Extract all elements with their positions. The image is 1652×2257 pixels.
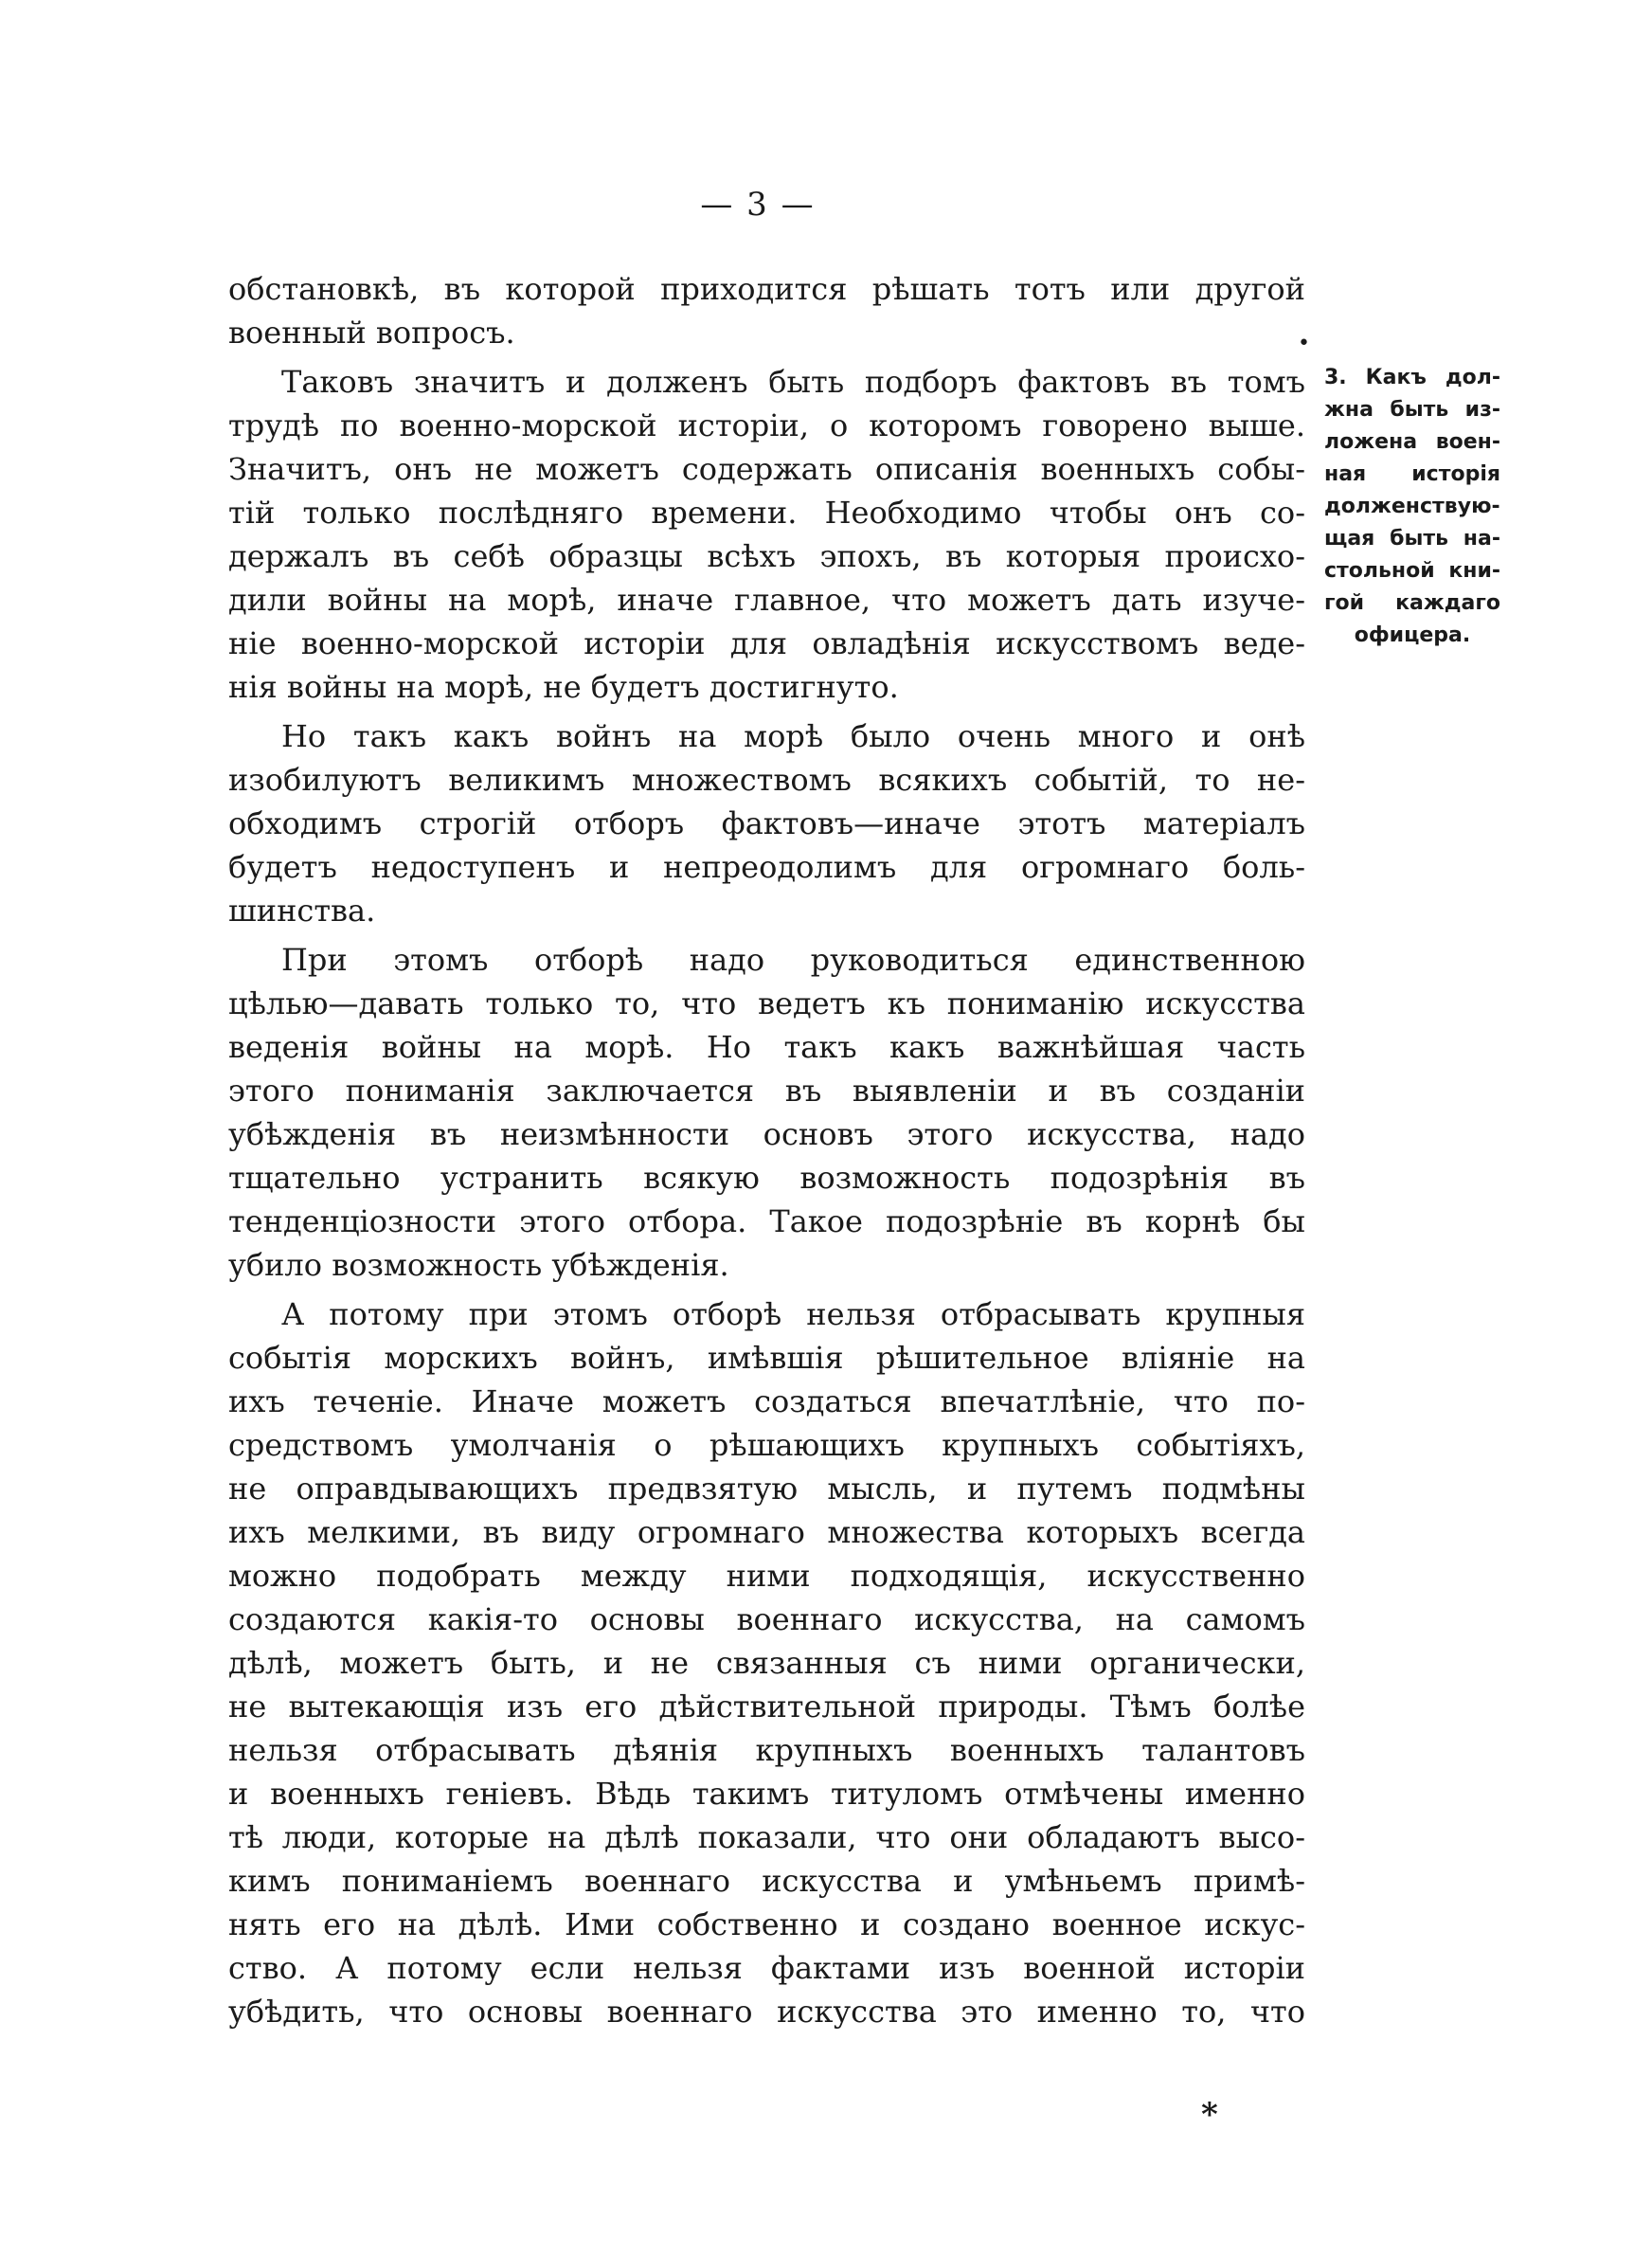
margin-note-line: офицера. [1354,623,1471,647]
text-line: При этомъ отборѣ надо руководиться единственною [281,942,1305,978]
paragraph [228,1292,1305,2033]
text-line: трудѣ по военно-морской исторіи, о которомъ говорено выше. [228,407,1305,443]
text-line: тѣ люди, которые на дѣлѣ показали, что они обладаютъ высо- [228,1819,1305,1855]
text-line: нельзя отбрасывать дѣянія крупныхъ военныхъ талантовъ [228,1732,1305,1768]
text-line: дѣлѣ, можетъ быть, и не связанныя съ ними органически, [228,1645,1305,1681]
text-line: нія войны на морѣ, не будетъ достигнуто. [228,669,899,705]
margin-note-line: ная исторія [1324,462,1500,486]
margin-note-line: гой каждаго [1324,591,1500,615]
body-text [228,267,1305,2039]
text-line: обстановкѣ, въ которой приходится рѣшать тотъ или другой [228,271,1305,307]
text-line: убѣдить, что основы военнаго искусства это именно то, что [228,1994,1305,2030]
paragraph [228,360,1305,709]
text-line: военный вопросъ. [228,315,515,351]
text-line: изобилуютъ великимъ множествомъ всякихъ событій, то не- [228,762,1305,798]
margin-note [1324,362,1500,652]
text-line: не оправдывающихъ предвзятую мысль, и путемъ подмѣны [228,1471,1305,1507]
text-line: этого пониманія заключается въ выявленіи и въ созданіи [228,1073,1305,1109]
text-line: веденія войны на морѣ. Но такъ какъ важнѣйшая часть [228,1029,1305,1065]
text-line: кимъ пониманіемъ военнаго искусства и умѣньемъ примѣ- [228,1863,1305,1899]
paragraph [228,714,1305,932]
text-line: средствомъ умолчанія о рѣшающихъ крупныхъ событіяхъ, [228,1427,1305,1463]
text-line: нять его на дѣлѣ. Ими собственно и создано военное искус- [228,1906,1305,1942]
text-line: А потому при этомъ отборѣ нельзя отбрасывать крупныя [281,1296,1305,1332]
page-number: — 3 — [700,186,816,224]
text-line: ство. А потому если нельзя фактами изъ военной исторіи [228,1950,1305,1986]
text-line: ихъ мелкими, въ виду огромнаго множества которыхъ всегда [228,1514,1305,1550]
margin-note-line: жна быть из- [1324,398,1500,422]
text-line: ихъ теченіе. Иначе можетъ создаться впечатлѣніе, что по- [228,1383,1305,1419]
text-line: тій только послѣдняго времени. Необходимо чтобы онъ со- [228,495,1305,531]
text-line: Таковъ значитъ и долженъ быть подборъ фактовъ въ томъ [281,364,1305,400]
text-line: держалъ въ себѣ образцы всѣхъ эпохъ, въ которыя происхо- [228,538,1305,574]
text-line: можно подобрать между ними подходящія, искусственно [228,1558,1305,1594]
text-line: не вытекающія изъ его дѣйствительной природы. Тѣмъ болѣе [228,1688,1305,1724]
text-line: цѣлью—давать только то, что ведетъ къ пониманію искусства [228,985,1305,1021]
text-line: создаются какія-то основы военнаго искусства, на самомъ [228,1601,1305,1637]
paragraph [228,267,1305,354]
margin-note-line: 3. Какъ дол- [1324,366,1500,389]
text-line: тщательно устранить всякую возможность подозрѣнія въ [228,1160,1305,1196]
paragraph [228,938,1305,1287]
text-line: будетъ недоступенъ и непреодолимъ для огромнаго боль- [228,849,1305,885]
text-line: тенденціозности этого отбора. Такое подозрѣніе въ корнѣ бы [228,1203,1305,1239]
text-line: Значитъ, онъ не можетъ содержать описанія военныхъ собы- [228,451,1305,487]
text-line: событія морскихъ войнъ, имѣвшія рѣшительное вліяніе на [228,1340,1305,1376]
signature-mark: * [1201,2096,1218,2134]
text-line: убило возможность убѣжденія. [228,1247,729,1283]
margin-dot: • [1298,332,1310,355]
text-line: и военныхъ геніевъ. Вѣдь такимъ титуломъ отмѣчены именно [228,1776,1305,1812]
margin-note-line: ложена воен- [1324,430,1500,454]
margin-note-line: долженствую- [1324,495,1500,518]
text-line: дили войны на морѣ, иначе главное, что можетъ дать изуче- [228,582,1305,618]
text-line: обходимъ строгій отборъ фактовъ—иначе этотъ матеріалъ [228,805,1305,841]
text-line: Но такъ какъ войнъ на морѣ было очень много и онѣ [281,718,1305,754]
text-line: шинства. [228,893,376,929]
margin-note-line: стольной кни- [1324,559,1500,583]
text-line: убѣжденія въ неизмѣнности основъ этого искусства, надо [228,1116,1305,1152]
margin-note-line: щая быть на- [1324,527,1500,551]
text-line: ніе военно-морской исторіи для овладѣнія искусствомъ веде- [228,625,1305,661]
